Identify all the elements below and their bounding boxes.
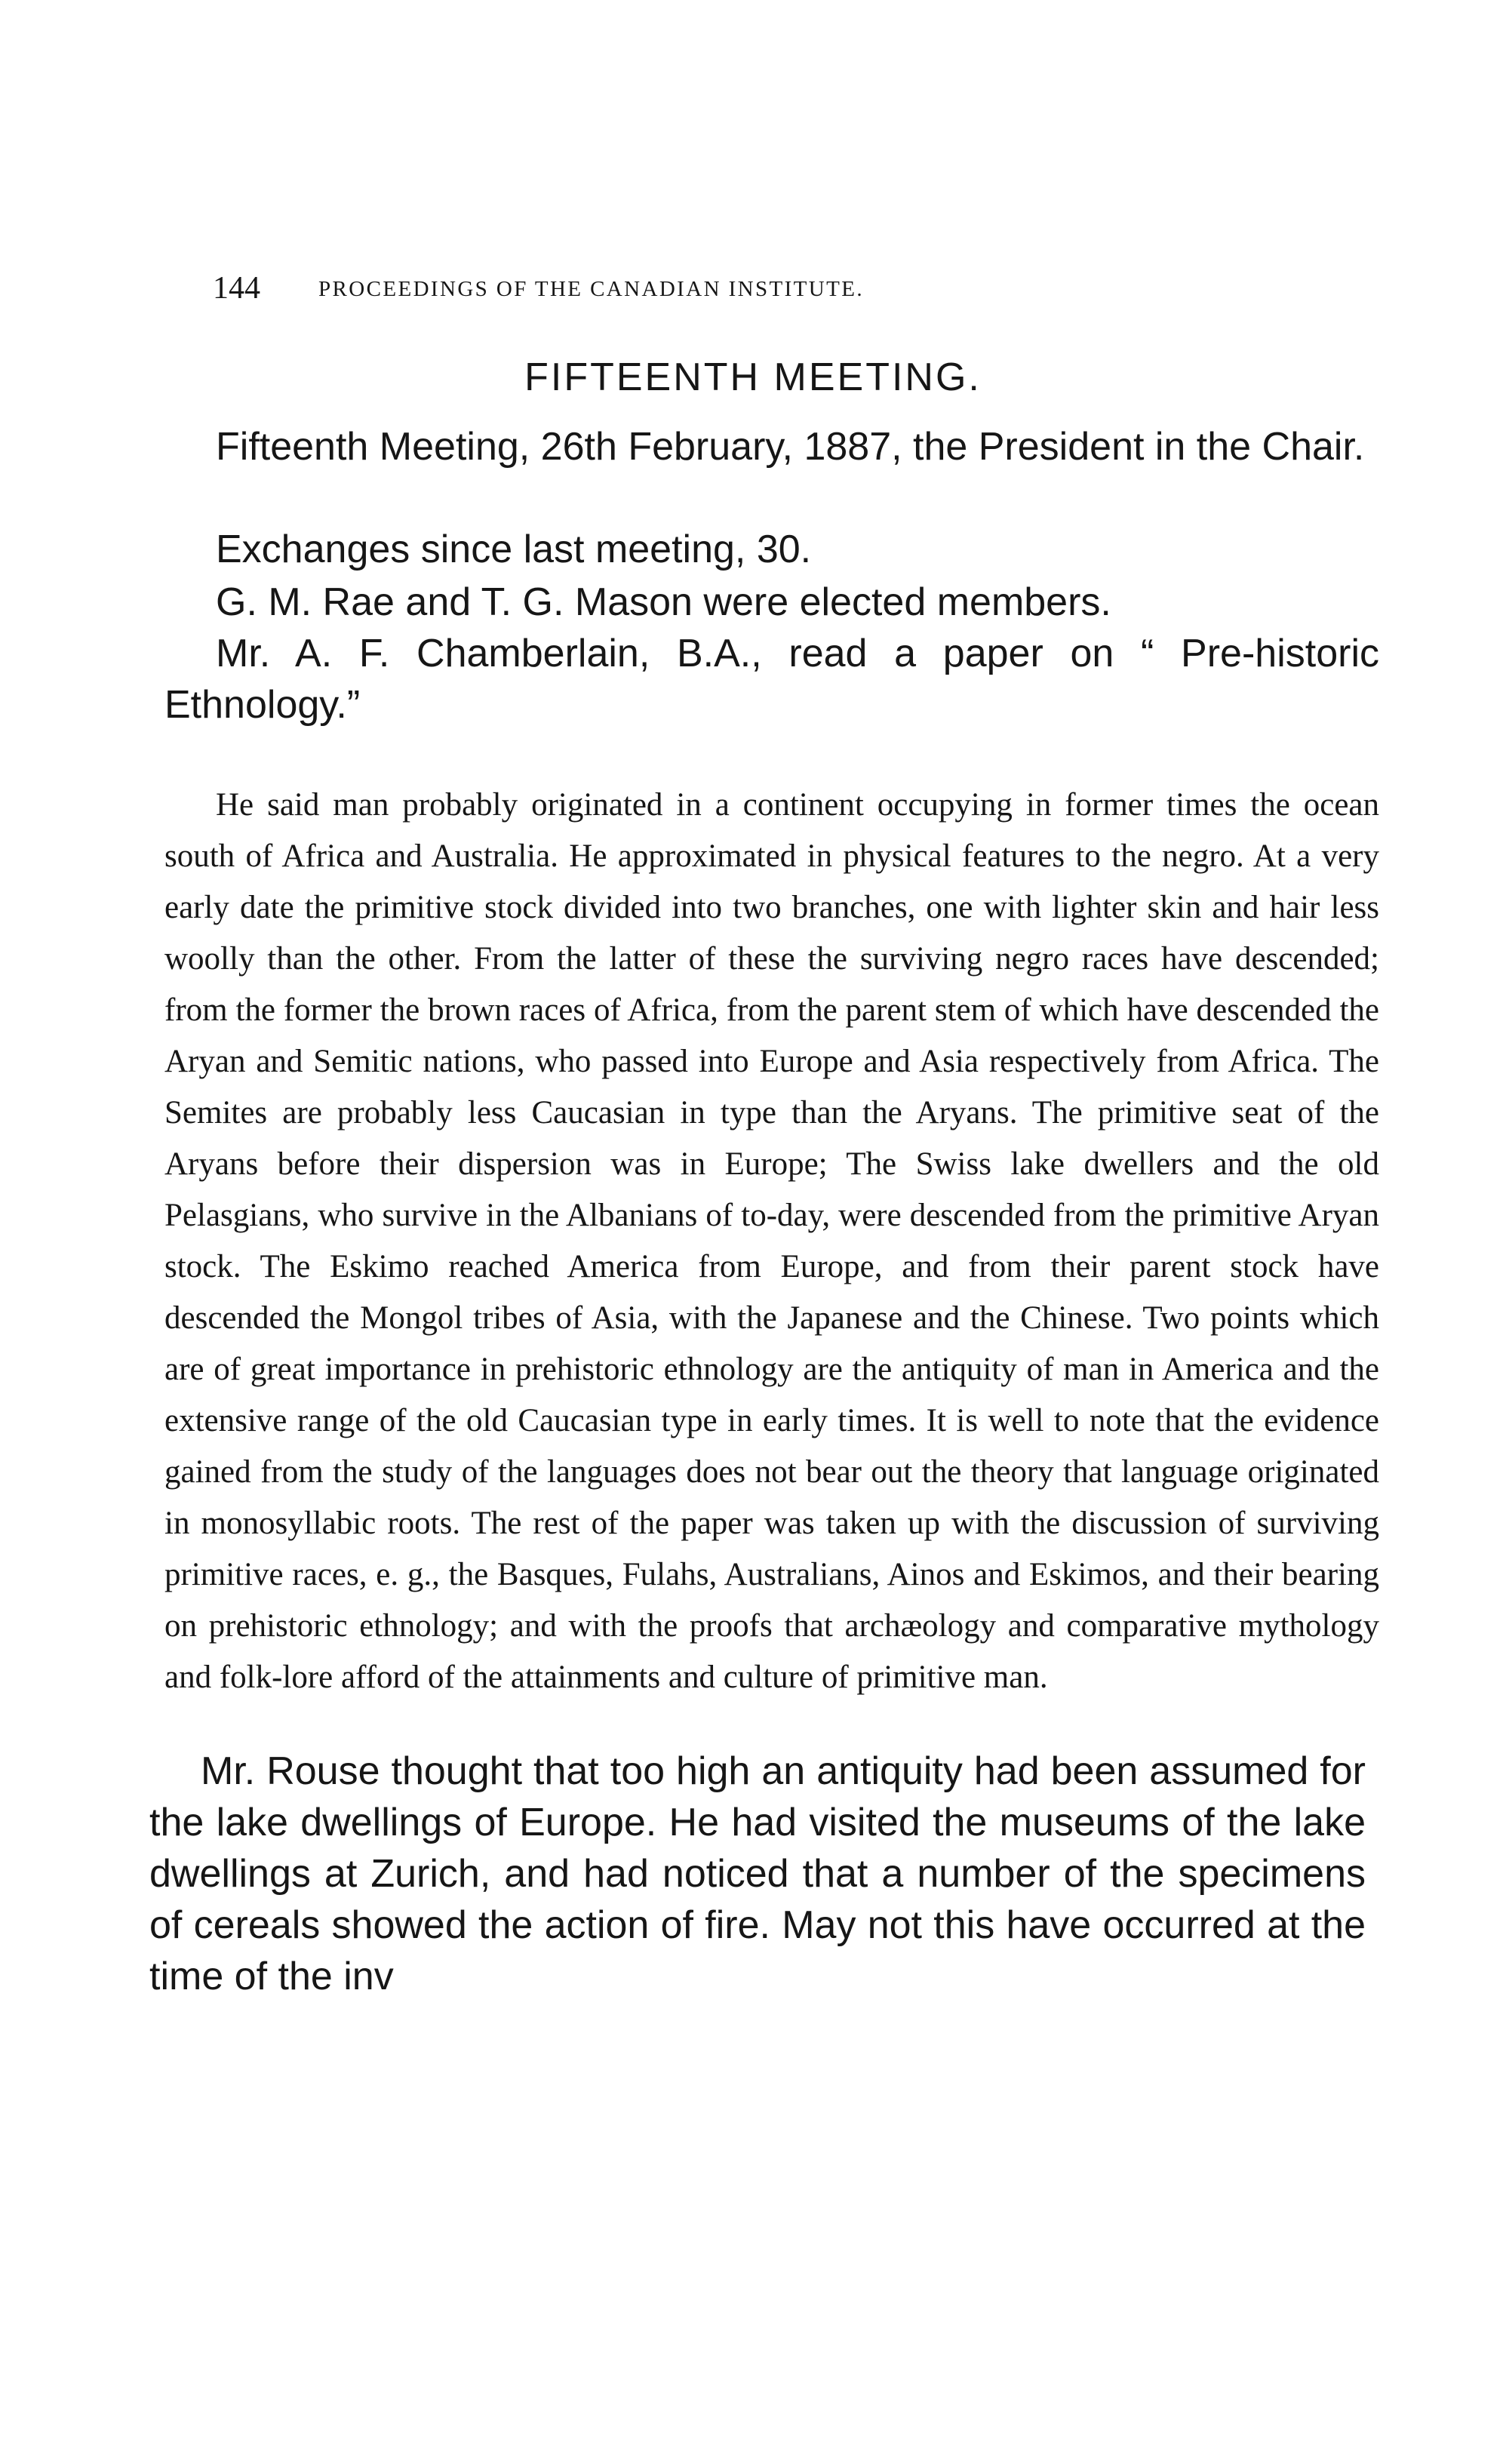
discussion-paragraph: Mr. Rouse thought that too high an antiquity had been assumed for the lake dwellings of Europe. He had visited the museums of the lake dwellings at Zurich, and had noticed that a number of the specimens of cereals showed the action of fire. May not this have occurred at the time of the inv xyxy=(149,1749,1366,1998)
exchanges-paragraph: Exchanges since last meeting, 30. xyxy=(216,528,812,571)
meeting-heading: FIFTEENTH MEETING. xyxy=(524,355,982,399)
journal-title: PROCEEDINGS OF THE CANADIAN INSTITUTE. xyxy=(318,277,865,301)
meeting-date-paragraph: Fifteenth Meeting, 26th February, 1887, the President in the Chair. xyxy=(216,425,1365,469)
running-head xyxy=(213,266,1345,311)
abstract-paragraph: He said man probably originated in a continent occupying in former times the ocean south of Africa and Australia. He approximated in physical features to the negro. At a very early date the primitive stock divided into two branches, one with lighter skin and hair less woolly than the other. From the latter of these the surviving negro races have descended; from the former the brown races of Africa, from the parent stem of which have descended the Aryan and Semitic nations, who passed into Europe and Asia respectively from Africa. The Semites are probably less Caucasian in type than the Aryans. The primitive seat of the Aryans before their dispersion was in Europe; The Swiss lake dwellers and the old Pelasgians, who survive in the Albanians of to-day, were descended from the primitive Aryan stock. The Eskimo reached America from Europe, and from their parent stock have descended the Mongol tribes of Asia, with the Japanese and the Chinese. Two points which are of great importance in prehistoric ethnology are the antiquity of man in America and the extensive range of the old Caucasian type in early times. It is well to note that the evidence gained from the study of the languages does not bear out the theory that language originated in monosyllabic roots. The rest of the paper was taken up with the discussion of surviving primitive races, e. g., the Basques, Fulahs, Australians, Ainos and Eskimos, and their bearing on prehistoric ethnology; and with the proofs that archæology and comparative mythology and folk-lore afford of the attainments and culture of primitive man. xyxy=(164,787,1379,1695)
paper-announcement-paragraph: Mr. A. F. Chamberlain, B.A., read a paper on “ Pre-historic Ethnology.” xyxy=(164,632,1379,727)
page-number: 144 xyxy=(213,271,260,306)
members-paragraph: G. M. Rae and T. G. Mason were elected members. xyxy=(216,580,1111,624)
